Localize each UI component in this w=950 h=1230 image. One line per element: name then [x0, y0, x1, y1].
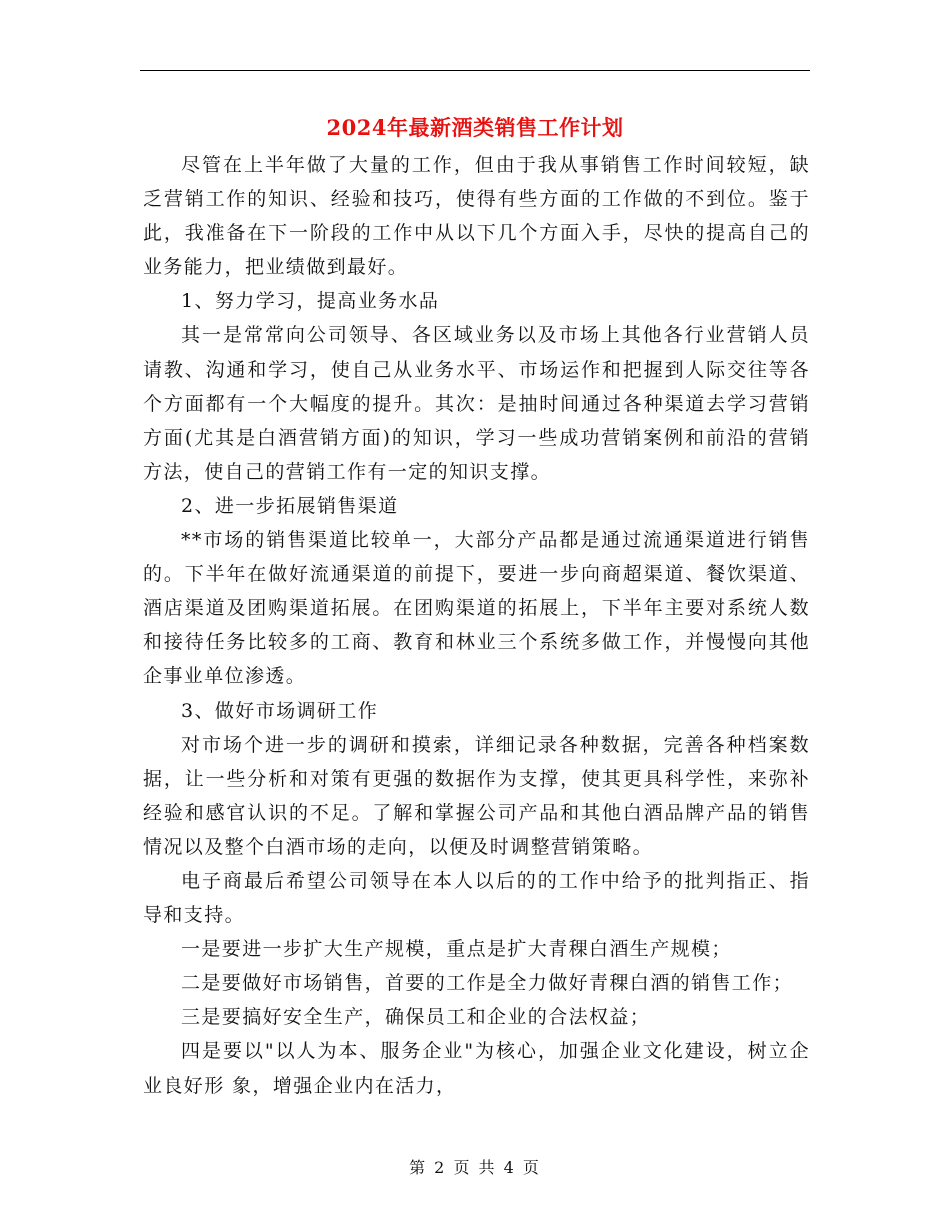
document-title: 2024年最新酒类销售工作计划 — [326, 115, 624, 140]
paragraph-channels: **市场的销售渠道比较单一，大部分产品都是通过流通渠道进行销售的。下半年在做好流通渠道的前提下，要进一步向商超渠道、餐饮渠道、酒店渠道及团购渠道拓展。在团购渠道的拓展上，下半年主要对系统人数和接待任务比较多的工商、教育和林业三个系统多做工作，并慢慢向其他企事业单位渗透。 — [143, 529, 810, 688]
heading-research: 3、做好市场调研工作 — [181, 699, 379, 722]
paragraph-closing: 电子商最后希望公司领导在本人以后的的工作中给予的批判指正、指导和支持。 — [143, 869, 810, 927]
paragraph-research: 对市场个进一步的调研和摸索，详细记录各种数据，完善各种档案数据，让一些分析和对策有更强的数据作为支撑，使其更具科学性，来弥补经验和感官认识的不足。了解和掌握公司产品和其他白酒品牌产品的销售情况以及整个白酒市场的走向，以便及时调整营销策略。 — [143, 733, 810, 858]
list-item-3: 三是要搞好安全生产，确保员工和企业的合法权益； — [181, 1006, 651, 1029]
paragraph-intro: 尽管在上半年做了大量的工作，但由于我从事销售工作时间较短，缺乏营销工作的知识、经验和技巧，使得有些方面的工作做的不到位。鉴于此，我准备在下一阶段的工作中从以下几个方面入手，尽快的提高自己的业务能力，把业绩做到最好。 — [143, 154, 810, 279]
list-item-4: 四是要以"以人为本、服务企业"为核心，加强企业文化建设，树立企业良好形 象，增强企业内在活力， — [143, 1040, 810, 1097]
list-item-1: 一是要进一步扩大生产规模，重点是扩大青稞白酒生产规模； — [181, 938, 732, 961]
heading-channels: 2、进一步拓展销售渠道 — [181, 494, 399, 517]
paragraph-study: 其一是常常向公司领导、各区域业务以及市场上其他各行业营销人员请教、沟通和学习，使自己从业务水平、市场运作和把握到人际交往等各个方面都有一个大幅度的提升。其次：是抽时间通过各种渠道去学习营销方面(尤其是白酒营销方面)的知识，学习一些成功营销案例和前沿的营销方法，使自己的营销工作有一定的知识支撑。 — [143, 324, 810, 483]
list-item-2: 二是要做好市场销售，首要的工作是全力做好青稞白酒的销售工作； — [181, 972, 794, 995]
heading-study: 1、努力学习，提高业务水品 — [181, 290, 440, 313]
header-rule — [140, 70, 810, 71]
document-body — [143, 148, 810, 1103]
page-number: 第 2 页 共 4 页 — [409, 1158, 541, 1177]
